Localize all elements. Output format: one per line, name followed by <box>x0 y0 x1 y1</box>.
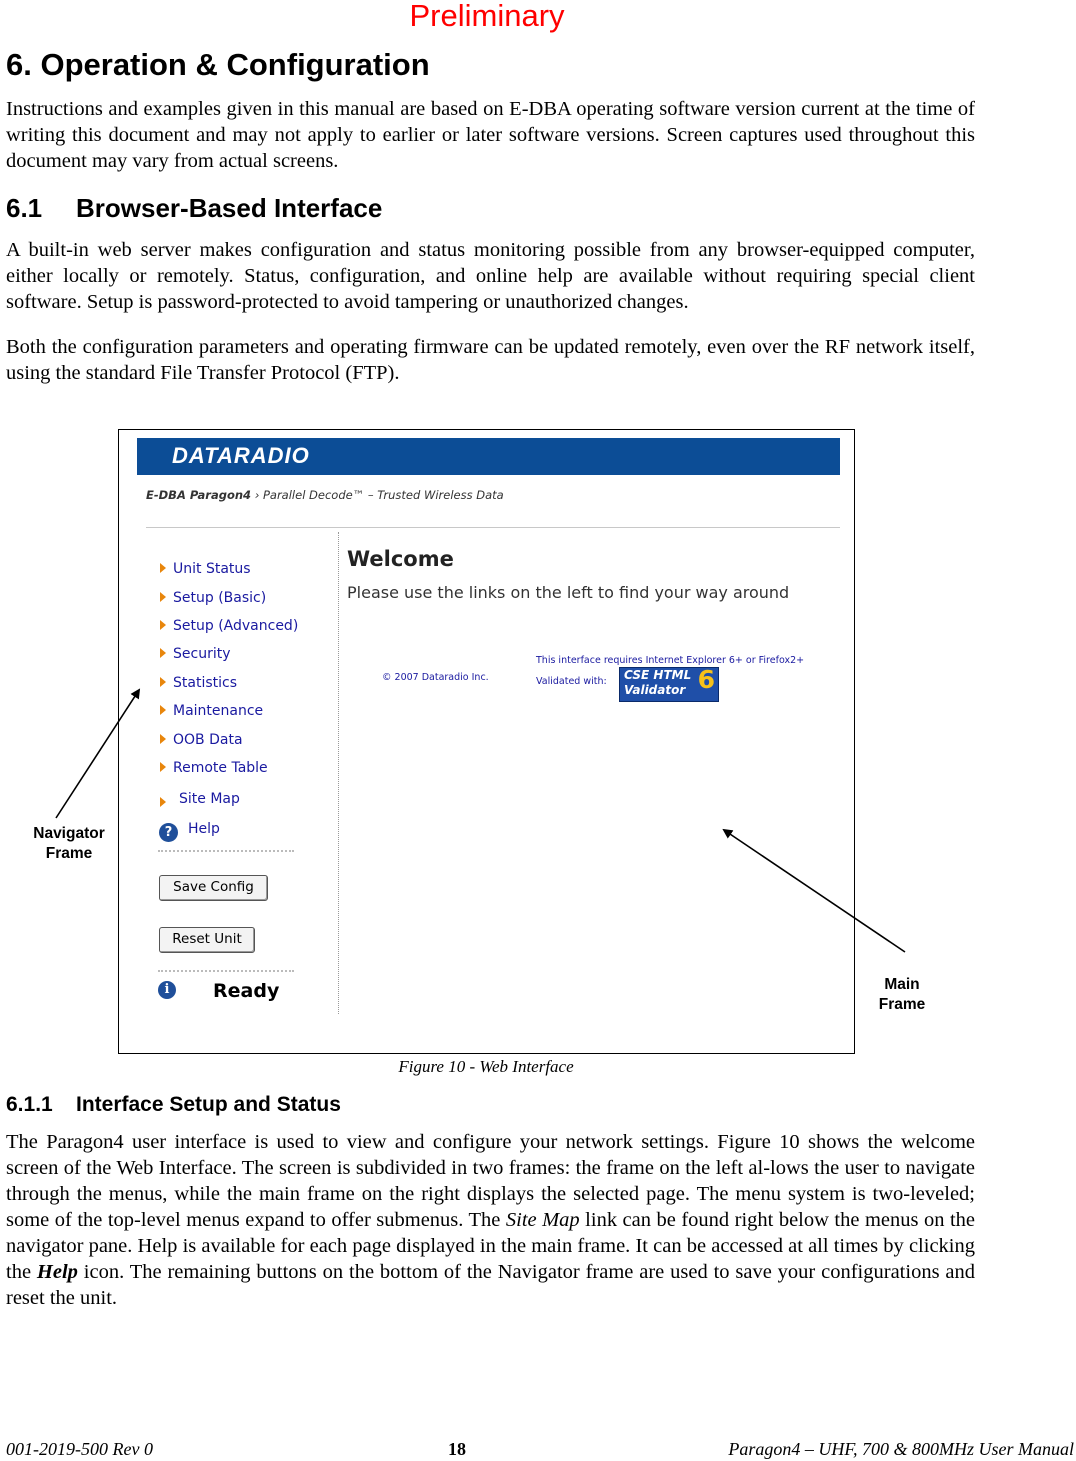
page-number: 18 <box>448 1439 466 1459</box>
section-title: Browser-Based Interface <box>76 193 383 223</box>
validator-line1: CSE HTML <box>624 668 692 682</box>
intro-paragraph: Instructions and examples given in this manual are based on E-DBA operating software version current at the time of writing this document and may not apply to earlier or later software versions. Screen captures used throughout this document may vary from actual screens. <box>6 98 975 172</box>
callout-line: Navigator <box>33 825 105 842</box>
nav-label: Remote Table <box>173 760 268 776</box>
reset-unit-button[interactable]: Reset Unit <box>159 927 255 953</box>
body-text: icon. The remaining buttons on the bottom of the Navigator frame are used to save your configurations and reset the unit. <box>6 1261 976 1309</box>
figure-caption: Figure 10 - Web Interface <box>398 1057 574 1076</box>
browser-requirement: This interface requires Internet Explorer 6+ or Firefox2+ <box>536 655 805 666</box>
paragraph-ftp: Both the configuration parameters and operating firmware can be updated remotely, even over the RF network itself, using the standard File Transfer Protocol (FTP). <box>6 336 975 384</box>
nav-label: Security <box>173 646 231 662</box>
status-ready: Ready <box>213 980 280 1002</box>
paragraph-web-server: A built-in web server makes configuration and status monitoring possible from any browser-equipped computer, either locally or remotely. Status, configuration, and online help are available without requiring special client software. Setup is password-protected to avoid tampering or unauthorized changes. <box>6 239 975 313</box>
tagline-rest: › Parallel Decode™ – Trusted Wireless Data <box>251 488 504 502</box>
save-config-button[interactable]: Save Config <box>159 875 268 901</box>
body-text: The Paragon4 user interface is used to view and configure your network settings. Figure 10 shows the welcome screen of the Web Interface. The screen is subdivided in two frames: the frame on the left al-lows the user to navigate through the menus, while the main frame on the right displays the selected page. The menu system is two-leveled; some of the top-level menus expand to offer submenus. The <box>6 1131 975 1231</box>
callout-line: Frame <box>878 996 926 1013</box>
nav-label: Setup (Basic) <box>173 590 267 606</box>
preliminary-watermark: Preliminary <box>409 0 565 33</box>
nav-label: Site Map <box>179 791 240 807</box>
interface-description <box>6 1129 975 1311</box>
tagline-product: E-DBA Paragon4 <box>146 488 252 502</box>
copyright-text: © 2007 Dataradio Inc. <box>382 672 489 683</box>
validator-number: 6 <box>697 665 715 694</box>
body-text: link can be found right below the menus on the navigator pane. Help is available for each page displayed in the main frame. It can be accessed at all times by clicking the <box>6 1209 975 1283</box>
dataradio-logo: DATARADIO <box>172 443 310 468</box>
nav-label: Maintenance <box>173 703 264 719</box>
subsection-number: 6.1.1 <box>6 1093 53 1116</box>
nav-label: Setup (Advanced) <box>173 618 299 634</box>
main-frame-arrow <box>724 830 905 952</box>
validated-label: Validated with: <box>536 676 607 687</box>
manual-title: Paragon4 – UHF, 700 & 800MHz User Manual <box>728 1439 1074 1459</box>
page-title: 6. Operation & Configuration <box>6 47 430 82</box>
nav-label: OOB Data <box>173 732 243 748</box>
welcome-title: Welcome <box>347 547 454 571</box>
main-frame-callout <box>862 975 942 1015</box>
navigator-frame-callout <box>24 824 114 864</box>
help-term: Help <box>36 1261 78 1283</box>
welcome-text: Please use the links on the left to find your way around <box>347 583 790 602</box>
callout-line: Frame <box>45 845 93 862</box>
help-icon[interactable]: ? <box>159 823 178 842</box>
section-number: 6.1 <box>6 193 43 223</box>
navigator-arrow <box>56 690 139 818</box>
nav-label: Unit Status <box>173 561 251 577</box>
subsection-title: Interface Setup and Status <box>76 1093 341 1116</box>
doc-number: 001-2019-500 Rev 0 <box>6 1439 153 1459</box>
callout-line: Main <box>884 976 920 993</box>
nav-help[interactable]: Help <box>188 821 220 837</box>
info-icon: i <box>158 981 176 999</box>
subsection-heading <box>6 1091 341 1119</box>
site-map-term: Site Map <box>505 1209 580 1231</box>
validator-line2: Validator <box>624 683 686 697</box>
nav-label: Statistics <box>173 675 237 691</box>
